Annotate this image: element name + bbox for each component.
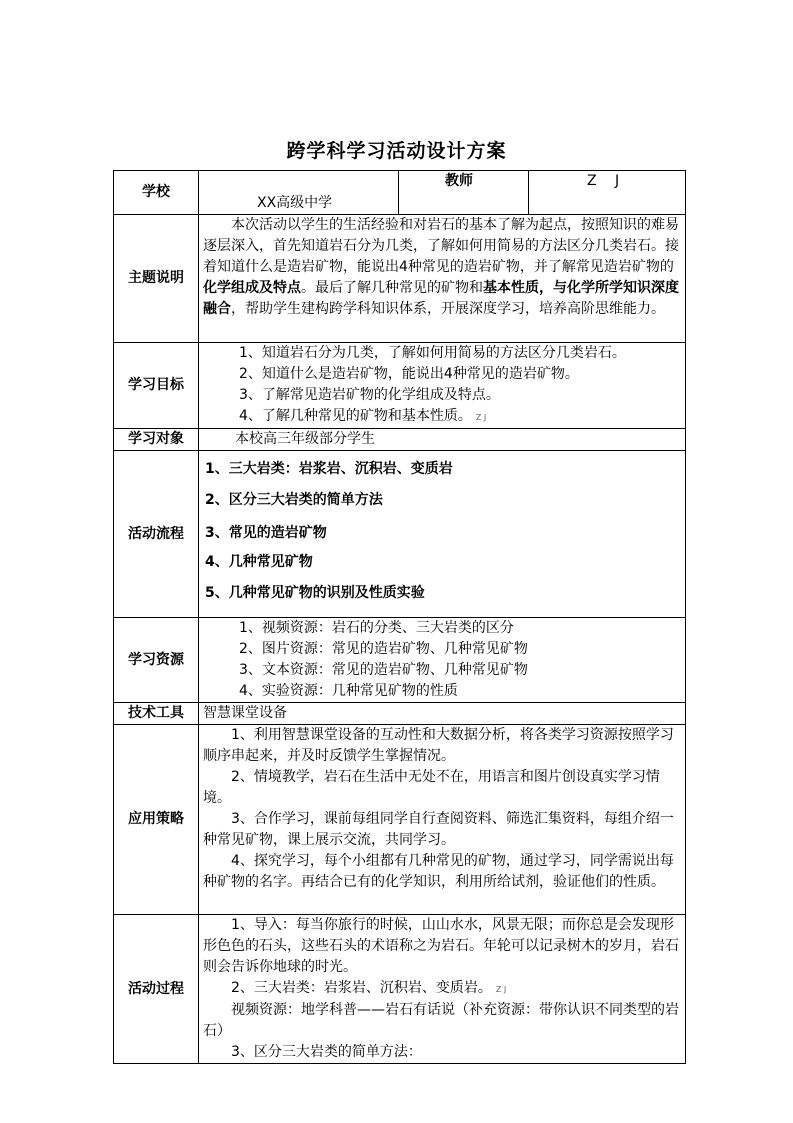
process-step: 2、三大岩类：岩浆岩、沉积岩、变质岩。 Z J	[231, 980, 507, 996]
resources-content	[199, 618, 686, 703]
goal-item: 4、了解几种常见的矿物和基本性质。 Z J	[239, 408, 487, 424]
school-name: XX高级中学	[257, 195, 333, 211]
watermark-mark: Z J	[495, 985, 507, 994]
flow-item: 5、几种常见矿物的识别及性质实验	[205, 585, 425, 601]
strategy-content	[199, 725, 686, 915]
audience-value: 本校高三年级部分学生	[199, 429, 686, 451]
goal-item: 3、了解常见造岩矿物的化学组成及特点。	[239, 387, 500, 403]
flow-label: 活动流程	[114, 451, 199, 618]
strategy-item: 4、探究学习，每个小组都有几种常见的矿物，通过学习，同学需说出每种矿物的名字。再结合已有的化学知识，利用所给试剂，验证他们的性质。	[203, 853, 674, 890]
teacher-label: 教师	[399, 171, 529, 215]
process-content	[199, 915, 686, 1064]
resource-item: 2、图片资源：常见的造岩矿物、几种常见矿物	[239, 641, 528, 657]
strategy-label: 应用策略	[114, 725, 199, 915]
strategy-item: 1、利用智慧课堂设备的互动性和大数据分析，将各类学习资源按照学习顺序串起来，并及时反馈学生掌握情况。	[203, 727, 674, 764]
flow-item: 3、常见的造岩矿物	[205, 525, 327, 541]
flow-item: 4、几种常见矿物	[205, 554, 313, 570]
school-value	[199, 171, 399, 215]
strategy-item: 3、合作学习，课前每组同学自行查阅资料、筛选汇集资料，每组介绍一种常见矿物，课上展示交流，共同学习。	[203, 811, 674, 848]
watermark-mark: Z J	[475, 413, 487, 422]
goal-item: 1、知道岩石分为几类，了解如何用简易的方法区分几类岩石。	[239, 345, 626, 361]
process-label: 活动过程	[114, 915, 199, 1064]
goals-label: 学习目标	[114, 343, 199, 429]
plan-table	[113, 170, 686, 1064]
tools-label: 技术工具	[114, 703, 199, 725]
resource-item: 4、实验资源：几种常见矿物的性质	[239, 683, 458, 699]
flow-item: 2、区分三大岩类的简单方法	[205, 492, 383, 508]
resources-label: 学习资源	[114, 618, 199, 703]
process-intro: 1、导入：每当你旅行的时候，山山水水，风景无限；而你总是会发现形形色色的石头，这些石头的术语称之为岩石。年轮可以记录树木的岁月，岩石则会告诉你地球的时光。	[203, 917, 679, 975]
theme-text: 本次活动以学生的生活经验和对岩石的基本了解为起点，按照知识的难易逐层深入，首先知道岩石分为几类，了解如何用简易的方法区分几类岩石。接着知道什么是造岩矿物，能说出4种常见的造岩矿物，并了解常见造岩矿物的化学组成及特点。最后了解几种常见的矿物和基本性质，与化学所学知识深度融合，帮助学生建构跨学科知识体系，开展深度学习，培养高阶思维能力。	[203, 217, 679, 317]
process-step: 3、区分三大岩类的简单方法：	[231, 1044, 422, 1060]
flow-item: 1、三大岩类：岩浆岩、沉积岩、变质岩	[205, 461, 453, 477]
school-label: 学校	[114, 171, 199, 215]
strategy-item: 2、情境教学，岩石在生活中无处不在，用语言和图片创设真实学习情境。	[203, 769, 660, 806]
goals-content	[199, 343, 686, 429]
flow-content	[199, 451, 686, 618]
resource-item: 1、视频资源：岩石的分类、三大岩类的区分	[239, 620, 514, 636]
resource-item: 3、文本资源：常见的造岩矿物、几种常见矿物	[239, 662, 528, 678]
theme-label: 主题说明	[114, 215, 199, 343]
goal-item: 2、知道什么是造岩矿物，能说出4种常见的造岩矿物。	[239, 366, 579, 382]
process-video: 视频资源：地学科普——岩石有话说（补充资源：带你认识不同类型的岩石）	[203, 1002, 679, 1039]
audience-label: 学习对象	[114, 429, 199, 451]
theme-content	[199, 215, 686, 343]
page-title: 跨学科学习活动设计方案	[286, 140, 507, 162]
teacher-value: Z J	[529, 171, 686, 215]
tools-value: 智慧课堂设备	[199, 703, 686, 725]
